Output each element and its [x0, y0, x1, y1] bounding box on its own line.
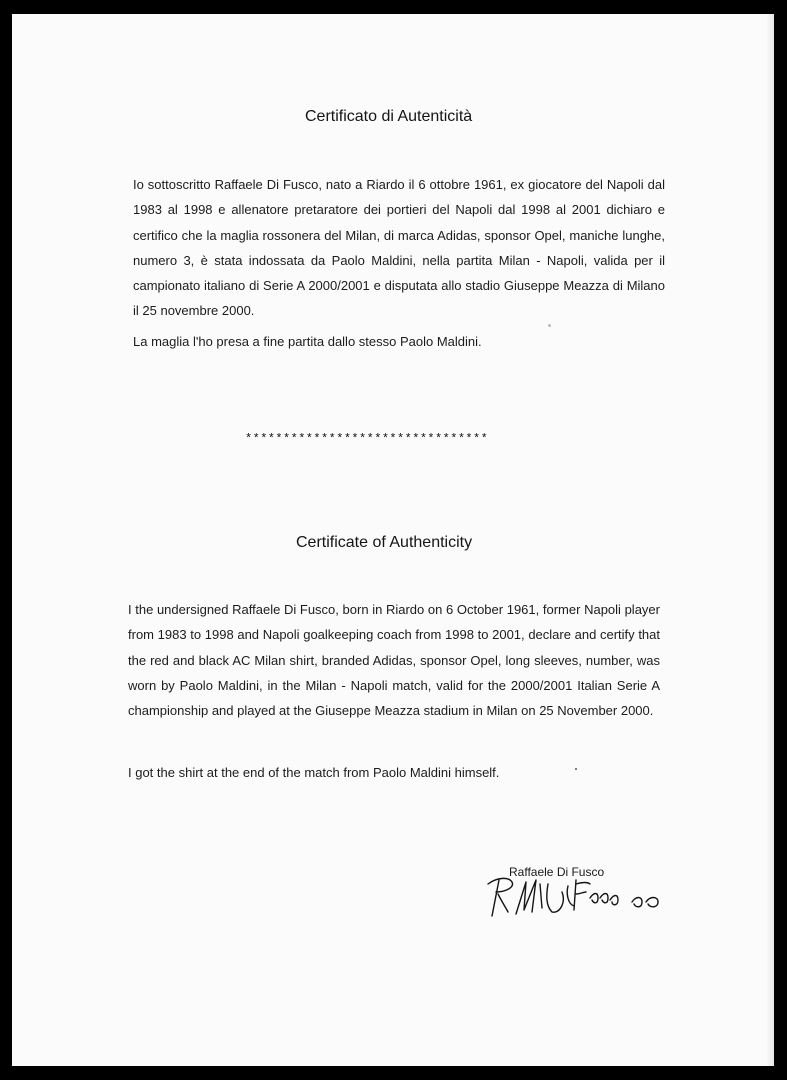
- paper-speck: [575, 768, 577, 770]
- italian-title: Certificato di Autenticità: [305, 108, 473, 125]
- italian-paragraph-2: La maglia l'ho presa a fine partita dallo stesso Paolo Maldini.: [133, 334, 482, 349]
- separator-stars: ********************************: [245, 432, 489, 446]
- italian-paragraph-1: Io sottoscritto Raffaele Di Fusco, nato a Riardo il 6 ottobre 1961, ex giocatore del Napoli dal 1983 al 1998 e allenatore pretaratore dei portieri del Napoli dal 1998 al 2001 dichiaro e certifico che la maglia rossonera del Milan, di marca Adidas, sponsor Opel, maniche lunghe, numero 3, è stata indossata da Paolo Maldini, nella partita Milan - Napoli, valida per il campionato italiano di Serie A 2000/2001 e disputata allo stadio Giuseppe Meazza di Milano il 25 novembre 2000.: [133, 177, 665, 319]
- english-title: Certificate of Authenticity: [296, 534, 473, 551]
- document-page: [12, 14, 774, 1066]
- english-paragraph-2: I got the shirt at the end of the match from Paolo Maldini himself.: [128, 765, 500, 780]
- english-paragraph-1: I the undersigned Raffaele Di Fusco, born in Riardo on 6 October 1961, former Napoli player from 1983 to 1998 and Napoli goalkeeping coach from 1998 to 2001, declare and certify that the red and black AC Milan shirt, branded Adidas, sponsor Opel, long sleeves, number, was worn by Paolo Maldini, in the Milan - Napoli match, valid for the 2000/2001 Italian Serie A championship and played at the Giuseppe Meazza stadium in Milan on 25 November 2000.: [128, 602, 660, 719]
- page-edge-shadow: [766, 14, 774, 1066]
- paper-speck: [548, 324, 551, 327]
- handwritten-signature: [482, 862, 672, 922]
- signatory-name: Raffaele Di Fusco: [509, 865, 605, 879]
